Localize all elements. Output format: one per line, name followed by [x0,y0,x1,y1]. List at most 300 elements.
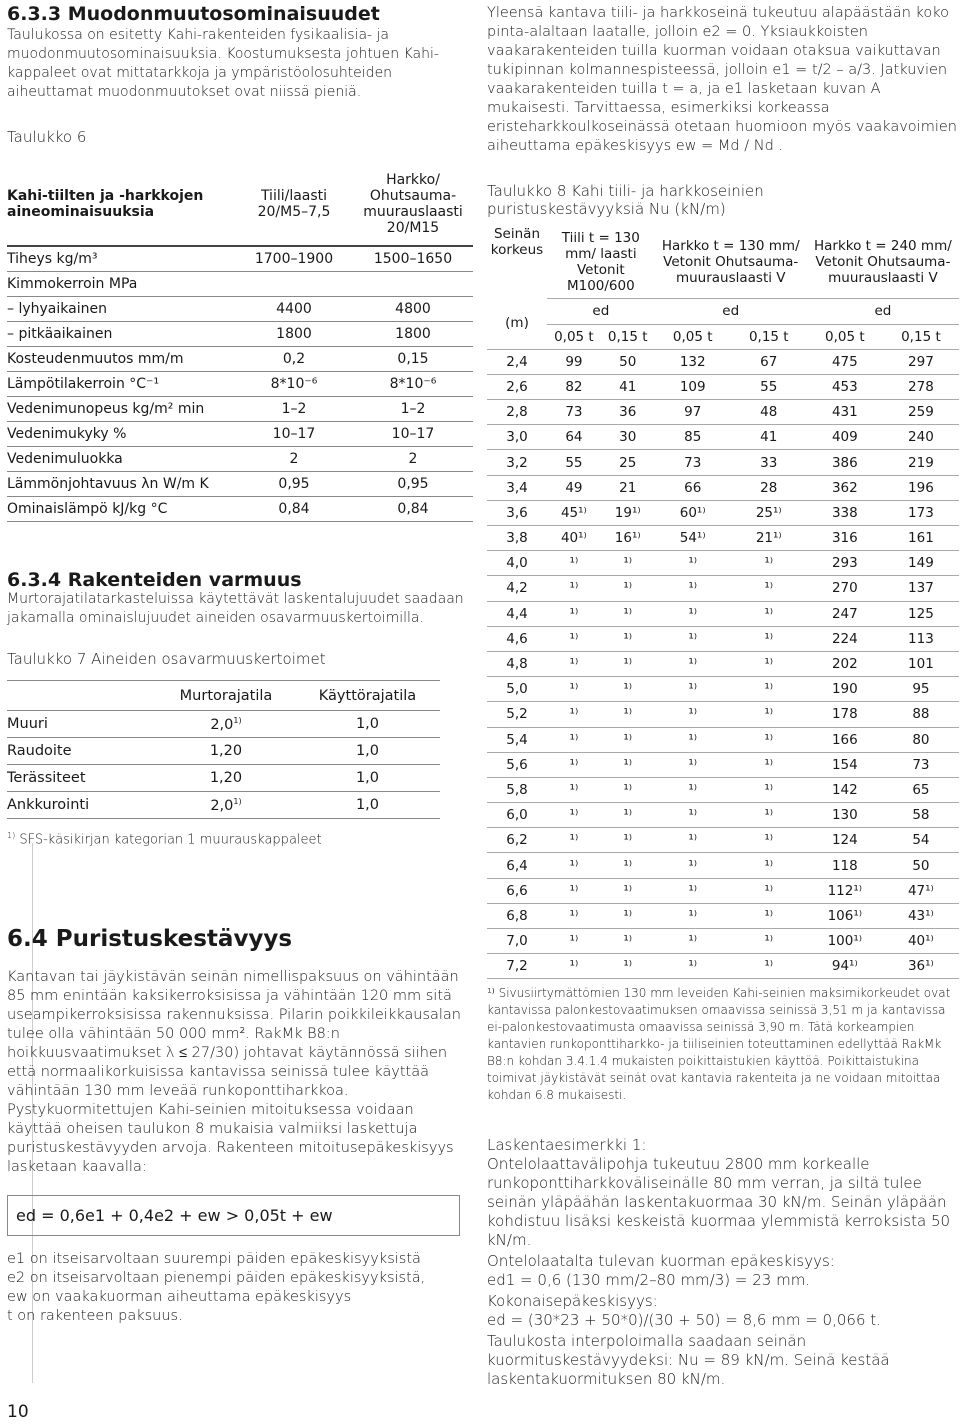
table6-cell: 8*10⁻⁶ [235,372,353,397]
table8-cell: ¹⁾ [601,903,655,928]
table8-row [487,651,959,676]
table8-row-height: 4,2 [487,576,547,601]
def-t: t on rakenteen paksuus. [7,1308,183,1325]
section-heading-633: 6.3.3 Muodonmuutosominaisuudet [7,3,380,25]
table8-cell: ¹⁾ [731,853,807,878]
table8-cell: 362 [807,475,883,500]
table8-cell: ¹⁾ [655,651,731,676]
table8-cell: ¹⁾ [655,828,731,853]
table8-cell: ¹⁾ [547,702,601,727]
left-column [7,0,473,1326]
table6-cell: 10–17 [235,422,353,447]
table-8 [487,226,959,979]
table8-ed-3: ed [807,298,959,324]
table8-cell: 25 [601,450,655,475]
table8-cell: 25¹⁾ [731,500,807,525]
table8-row-height: 6,6 [487,878,547,903]
table8-row [487,903,959,928]
table8-colhead-block130: Harkko t = 130 mm/ Vetonit Ohutsauma- muurauslaasti V [655,226,807,298]
example-p5: ed = (30*23 + 50*0)/(30 + 50) = 8,6 mm = 0,066 t. [487,1311,881,1330]
table8-cell: 54¹⁾ [655,526,731,551]
table8-cell: 80 [883,727,959,752]
example-p1: Ontelolaattavälipohja tukeutuu 2800 mm korkealle runkoponttiharkkoväliseinälle 80 mm verran, ja siltä tulee seinän yläpäähän laskentakuormaa 30 kN/m. Seinän yläpään kohdistuu lisäksi keskeistä kuormaa ylemmistä kerroksista 50 kN/m. [487,1155,951,1250]
table8-cell: 190 [807,677,883,702]
table6-cell: 0,84 [353,497,473,522]
table8-cell: 85 [655,425,731,450]
table8-row-height: 5,4 [487,727,547,752]
table8-subheader: 0,05 t [547,324,601,349]
table7-cell-value: Muuri [7,716,48,732]
table8-cell: 16¹⁾ [601,526,655,551]
table8-cell: ¹⁾ [547,903,601,928]
table7-cell [295,765,440,792]
table7-row [7,711,440,738]
table7-header-sls: Käyttörajatila [295,681,440,711]
table8-cell: ¹⁾ [655,853,731,878]
table8-cell: ¹⁾ [601,626,655,651]
table6-row [7,422,473,447]
table8-row-height: 5,6 [487,752,547,777]
table8-cell: ¹⁾ [601,828,655,853]
table8-row [487,450,959,475]
table8-row [487,425,959,450]
table8-cell: ¹⁾ [731,677,807,702]
right-column [487,0,959,1389]
table6-row-label: Lämpötilakerroin °C⁻¹ [7,372,235,397]
table8-cell: 166 [807,727,883,752]
table6-row-label: Vedenimukyky % [7,422,235,447]
table8-row [487,677,959,702]
table8-cell: 297 [883,349,959,374]
table8-row [487,752,959,777]
table8-cell: 113 [883,626,959,651]
table8-row-height: 5,2 [487,702,547,727]
section-heading-64: 6.4 Puristuskestävyys [7,926,293,953]
table8-row [487,727,959,752]
page-number: 10 [7,1402,29,1422]
table8-cell: ¹⁾ [547,929,601,954]
table8-cell: ¹⁾ [731,828,807,853]
table8-cell: 50 [883,853,959,878]
example-p6: Taulukosta interpoloimalla saadaan seinän kuormituskestävyydeksi: Nu = 89 kN/m. Seinä kestää laskentakuormituksen 80 kN/m. [487,1332,890,1389]
example-p3: ed1 = 0,6 (130 mm/2–80 mm/3) = 23 mm. [487,1271,811,1290]
table8-cell: 64 [547,425,601,450]
example-p4: Kokonaisepäkeskisyys: [487,1292,658,1311]
table8-subheader: 0,15 t [731,324,807,349]
def-e1: e1 on itseisarvoltaan suurempi päiden epäkeskisyyksistä [7,1251,421,1268]
table7-row-label [7,792,157,819]
table8-cell: ¹⁾ [601,601,655,626]
table6-cell: 1–2 [353,397,473,422]
table8-row [487,349,959,374]
table8-subheader: 0,05 t [655,324,731,349]
table8-row-height: 5,0 [487,677,547,702]
table8-cell: 55 [731,374,807,399]
table8-row-height: 2,4 [487,349,547,374]
table8-row-height: 5,8 [487,777,547,802]
table8-cell: 36 [601,400,655,425]
table-6 [7,162,473,522]
table8-row [487,374,959,399]
table8-cell: 475 [807,349,883,374]
table8-cell: ¹⁾ [601,878,655,903]
table8-cell: 40¹⁾ [547,526,601,551]
table8-cell: 58 [883,803,959,828]
table8-cell: 49 [547,475,601,500]
table8-cell: 240 [883,425,959,450]
table8-cell: 101 [883,651,959,676]
table6-cell: 2 [235,447,353,472]
table8-cell: 338 [807,500,883,525]
table8-cell: ¹⁾ [731,576,807,601]
table8-cell: 47¹⁾ [883,878,959,903]
table8-cell: ¹⁾ [547,954,601,979]
table8-cell: 97 [655,400,731,425]
table6-cell: 0,15 [353,347,473,372]
table8-cell: 48 [731,400,807,425]
table8-cell: 73 [655,450,731,475]
table8-cell: ¹⁾ [547,853,601,878]
table8-cell: ¹⁾ [731,803,807,828]
def-ew: ew on vaakakuorman aiheuttama epäkeskisyys [7,1289,352,1306]
table8-cell: ¹⁾ [655,626,731,651]
table6-cell: 1500–1650 [353,246,473,272]
table8-cell: 316 [807,526,883,551]
table8-subheaders [487,324,959,349]
table6-row-label: Tiheys kg/m³ [7,246,235,272]
table8-cell: ¹⁾ [655,752,731,777]
table8-cell: ¹⁾ [547,752,601,777]
example-heading: Laskentaesimerkki 1: [487,1136,647,1155]
table6-header-3: Harkko/ Ohutsauma- muurauslaasti 20/M15 [353,162,473,246]
formula-text: ed = 0,6e1 + 0,4e2 + ew > 0,05t + ew [16,1206,333,1226]
table6-body [7,246,473,522]
table7-header-ult: Murtorajatila [157,681,295,711]
table6-row [7,347,473,372]
table8-cell: 118 [807,853,883,878]
table8-cell: ¹⁾ [601,954,655,979]
table6-cell: 0,2 [235,347,353,372]
table8-footnote: ¹⁾ Sivusiirtymättömien 130 mm leveiden Kahi-seinien maksimikorkeudet ovat kantavissa palonkestovaatimuksen omaavissa seinissä 3,51 m ja kantavissa ei-palonkestovaatimusta omaavissa seinissä 3,90 m. Tätä korkeampien kantavien runkoponttiharkko- ja tiiliseinien toteuttaminen edellyttää RakMk B8:n kohdan 3.4.1.4 mukaisten poikittaistukien käyttöä. Poikittaistukina toimivat jäykistävät seinät ovat kantavia rakenteita ja ne voidaan mitoittaa kohdan 6.8 mukaisesti. [487,986,951,1103]
table8-cell: ¹⁾ [601,929,655,954]
section-text-64: Kantavan tai jäykistävän seinän nimellispaksuus on vähintään 85 mm enintään kaksikerroksisissa ja vähintään 120 mm sitä useampikerroksisissa rakennuksissa. Pilarin poikkileikkausalan tulee olla vähintään 50 000 mm². RakMk B8:n hoikkuusvaatimukset λ ≤ 27/30) johtavat käytännössä siihen että normaalikorkuisissa kantavissa seinissä tulee käyttää vähintään 130 mm leveää runkoponttiharkkoa. Pystykuormitettujen Kahi-seinien mitoituksessa voidaan käyttää oheisen taulukon 8 mukaisia valmiiksi laskettuja puristuskestävyyden arvoja. Rakenteen mitoitusepäkeskisyys lasketaan kaavalla: [7,969,461,1176]
table6-cell: 10–17 [353,422,473,447]
table8-cell: ¹⁾ [601,702,655,727]
table8-row-height: 2,8 [487,400,547,425]
table8-cell: 161 [883,526,959,551]
table8-row-height: 3,6 [487,500,547,525]
table6-row [7,272,473,297]
table8-cell: ¹⁾ [547,828,601,853]
table8-cell: 66 [655,475,731,500]
table8-row [487,601,959,626]
table8-cell: 40¹⁾ [883,929,959,954]
table8-row-height: 4,6 [487,626,547,651]
table8-cell: ¹⁾ [655,878,731,903]
table6-row [7,372,473,397]
table8-cell: ¹⁾ [601,853,655,878]
table8-cell: 36¹⁾ [883,954,959,979]
table8-subheader: 0,15 t [883,324,959,349]
table8-cell: 33 [731,450,807,475]
table6-cell [235,272,353,297]
example-p2: Ontelolaatalta tulevan kuorman epäkeskisyys: [487,1252,835,1271]
table8-colhead-block240: Harkko t = 240 mm/ Vetonit Ohutsauma- muurauslaasti V [807,226,959,298]
table8-cell: ¹⁾ [601,727,655,752]
table8-cell: ¹⁾ [731,651,807,676]
table8-cell: 94¹⁾ [807,954,883,979]
table6-cell: 1700–1900 [235,246,353,272]
table6-row-label: Kosteudenmuutos mm/m [7,347,235,372]
table8-cell: ¹⁾ [601,551,655,576]
table8-cell: 60¹⁾ [655,500,731,525]
table8-cell: 73 [883,752,959,777]
table8-body [487,349,959,979]
table7-row [7,765,440,792]
table8-cell: ¹⁾ [601,576,655,601]
table6-cell: 1–2 [235,397,353,422]
table6-cell: 1800 [353,322,473,347]
table8-cell: 293 [807,551,883,576]
table6-cell: 2 [353,447,473,472]
table8-cell: ¹⁾ [601,803,655,828]
table6-row-label: Vedenimuluokka [7,447,235,472]
section-heading-634: 6.3.4 Rakenteiden varmuus [7,569,302,591]
table8-cell: 54 [883,828,959,853]
table8-cell: 154 [807,752,883,777]
table8-row [487,526,959,551]
table6-row [7,397,473,422]
table8-ed-1: ed [547,298,655,324]
table7-cell-value: Raudoite [7,743,72,759]
table7-cell [295,711,440,738]
table8-row [487,626,959,651]
table8-row-height: 6,4 [487,853,547,878]
section-text-633: Taulukossa on esitetty Kahi-rakenteiden fysikaalisia- ja muodonmuutosominaisuuksia. Koostumuksesta johtuen Kahi-kappaleet ovat mittatarkkoja ja ympäristöolosuhteiden aiheuttamat muodonmuutokset ovat niissä pieniä. [7,27,439,100]
table8-cell: 178 [807,702,883,727]
section-text-634: Murtorajatilatarkasteluissa käytettävät laskentalujuudet saadaan jakamalla ominaislujuudet aineiden osavarmuuskertoimilla. [7,591,464,626]
table6-cell [353,272,473,297]
table8-row [487,954,959,979]
table7-cell-value: 2,0 [210,797,234,814]
table8-cell: 41 [731,425,807,450]
table7-cell-value: 1,0 [355,797,379,813]
table8-row-height: 6,0 [487,803,547,828]
def-e2: e2 on itseisarvoltaan pienempi päiden epäkeskisyyksistä, [7,1270,426,1287]
table8-row-height: 6,2 [487,828,547,853]
table8-cell: 67 [731,349,807,374]
table8-cell: ¹⁾ [547,601,601,626]
table7-cell [295,792,440,819]
table8-row [487,828,959,853]
table8-row-height: 4,4 [487,601,547,626]
table8-cell: ¹⁾ [655,702,731,727]
table8-subheader: 0,15 t [601,324,655,349]
table6-row [7,447,473,472]
table8-cell: 65 [883,777,959,802]
table8-cell: ¹⁾ [731,777,807,802]
table8-cell: ¹⁾ [547,551,601,576]
table6-cell: 8*10⁻⁶ [353,372,473,397]
table8-cell: ¹⁾ [547,803,601,828]
table8-row-height: 4,8 [487,651,547,676]
table8-ed-2: ed [655,298,807,324]
formula-box [7,1195,460,1236]
table8-cell: 41 [601,374,655,399]
table7-row [7,738,440,765]
table8-cell: 202 [807,651,883,676]
table8-cell: 247 [807,601,883,626]
table8-cell: 82 [547,374,601,399]
table8-cell: 100¹⁾ [807,929,883,954]
table8-cell: 196 [883,475,959,500]
table8-cell: 125 [883,601,959,626]
table8-cell: ¹⁾ [731,903,807,928]
table8-cell: 173 [883,500,959,525]
table8-cell: ¹⁾ [731,929,807,954]
table8-cell: ¹⁾ [655,551,731,576]
table8-cell: ¹⁾ [731,954,807,979]
table8-cell: 259 [883,400,959,425]
table6-row-label: Lämmönjohtavuus λn W/m K [7,472,235,497]
table6-cell: 0,95 [353,472,473,497]
table8-row [487,803,959,828]
table8-cell: 386 [807,450,883,475]
table8-cell: 30 [601,425,655,450]
table8-row-height: 4,0 [487,551,547,576]
table8-cell: 106¹⁾ [807,903,883,928]
table8-cell: 50 [601,349,655,374]
table8-cell: 137 [883,576,959,601]
table8-cell: ¹⁾ [601,677,655,702]
table8-cell: 21¹⁾ [731,526,807,551]
table8-subheader: 0,05 t [807,324,883,349]
table7-footnote-mark: 1) [7,831,16,840]
table8-cell: ¹⁾ [601,752,655,777]
table8-cell: 124 [807,828,883,853]
table7-cell-value: 2,0 [210,716,234,733]
table8-cell: ¹⁾ [731,551,807,576]
table8-cell: ¹⁾ [655,954,731,979]
table7-cell-value: 1,20 [209,770,243,786]
table8-row [487,777,959,802]
table6-cell: 4800 [353,297,473,322]
table8-cell: ¹⁾ [731,601,807,626]
table8-cell: 431 [807,400,883,425]
table8-cell: 219 [883,450,959,475]
table8-row [487,551,959,576]
table8-cell: ¹⁾ [547,576,601,601]
formula-definitions [7,1250,473,1326]
table8-cell: 19¹⁾ [601,500,655,525]
table6-row [7,497,473,522]
table7-cell-value: 1,0 [355,716,379,732]
table8-row-height: 3,8 [487,526,547,551]
table8-cell: ¹⁾ [547,626,601,651]
table8-cell: 453 [807,374,883,399]
table8-cell: 73 [547,400,601,425]
table7-cell [157,792,295,819]
table8-row [487,400,959,425]
table6-row-label: – lyhyaikainen [7,297,235,322]
table6-row-label: Ominaislämpö kJ/kg °C [7,497,235,522]
table8-row [487,500,959,525]
table8-cell: ¹⁾ [601,651,655,676]
table6-row [7,297,473,322]
table8-colhead-height: Seinän korkeus [490,226,544,258]
table7-row-label [7,711,157,738]
table7-cell [295,738,440,765]
table7-cell [157,738,295,765]
table6-cell: 0,84 [235,497,353,522]
table8-cell: ¹⁾ [655,601,731,626]
table7-cell [157,765,295,792]
table6-cell: 4400 [235,297,353,322]
table8-cell: 45¹⁾ [547,500,601,525]
table8-cell: 55 [547,450,601,475]
table8-cell: 28 [731,475,807,500]
table7-row-label [7,738,157,765]
table6-cell: 1800 [235,322,353,347]
table6-cell: 0,95 [235,472,353,497]
table6-row [7,322,473,347]
table8-cell: 142 [807,777,883,802]
table-7 [7,680,440,819]
table7-cell-value: Terässiteet [7,770,86,786]
right-intro-text: Yleensä kantava tiili- ja harkkoseinä tukeutuu alapäästään koko pinta-alaltaan laatalle, jolloin e2 = 0. Yksiaukkoisten vaakarakenteiden tuilla kuorman voidaan otaksua vaikuttavan tukipinnan kolmannespisteessä, jolloin e1 = t/2 – a/3. Jatkuvien vaakarakenteiden tuilla t = a, ja e1 lasketaan kuvan A mukaisesti. Tarvittaessa, esimerkiksi korkeassa eristeharkkoulkoseinässä otetaan huomioon myös vaakavoimien aiheuttama epäkeskisyys ew = Md / Nd . [487,5,957,154]
table8-cell: 43¹⁾ [883,903,959,928]
table8-row-height: 3,4 [487,475,547,500]
table8-cell: ¹⁾ [655,803,731,828]
table8-cell: ¹⁾ [655,777,731,802]
table8-unit: (m) [487,298,547,349]
table8-row-height: 3,2 [487,450,547,475]
table6-row-label: – pitkäaikainen [7,322,235,347]
table8-row [487,853,959,878]
table7-caption: Taulukko 7 Aineiden osavarmuuskertoimet [7,650,326,668]
table8-cell: ¹⁾ [655,929,731,954]
table8-cell: ¹⁾ [547,677,601,702]
table8-cell: ¹⁾ [655,727,731,752]
table8-cell: 278 [883,374,959,399]
table8-row [487,929,959,954]
table8-cell: 130 [807,803,883,828]
table8-cell: ¹⁾ [655,576,731,601]
table7-mark: 1) [233,796,242,806]
table8-cell: 132 [655,349,731,374]
table8-cell: ¹⁾ [731,878,807,903]
table7-row [7,792,440,819]
table7-cell-value: 1,0 [355,770,379,786]
table7-row-label [7,765,157,792]
table8-cell: 270 [807,576,883,601]
table7-cell-value: 1,0 [355,743,379,759]
table8-cell: ¹⁾ [731,752,807,777]
table8-cell: ¹⁾ [547,777,601,802]
table7-footnote [7,827,473,848]
table8-cell: 409 [807,425,883,450]
table8-row-height: 7,0 [487,929,547,954]
table8-colhead-brick: Tiili t = 130 mm/ laasti Vetonit M100/600 [547,226,655,298]
table8-row [487,878,959,903]
table8-cell: ¹⁾ [655,903,731,928]
table7-footnote-text: SFS-käsikirjan kategorian 1 muurauskappaleet [19,832,322,848]
table8-cell: ¹⁾ [547,878,601,903]
table7-body [7,711,440,819]
table8-cell: ¹⁾ [731,727,807,752]
table8-cell: 88 [883,702,959,727]
table7-cell-value: Ankkurointi [7,797,90,813]
